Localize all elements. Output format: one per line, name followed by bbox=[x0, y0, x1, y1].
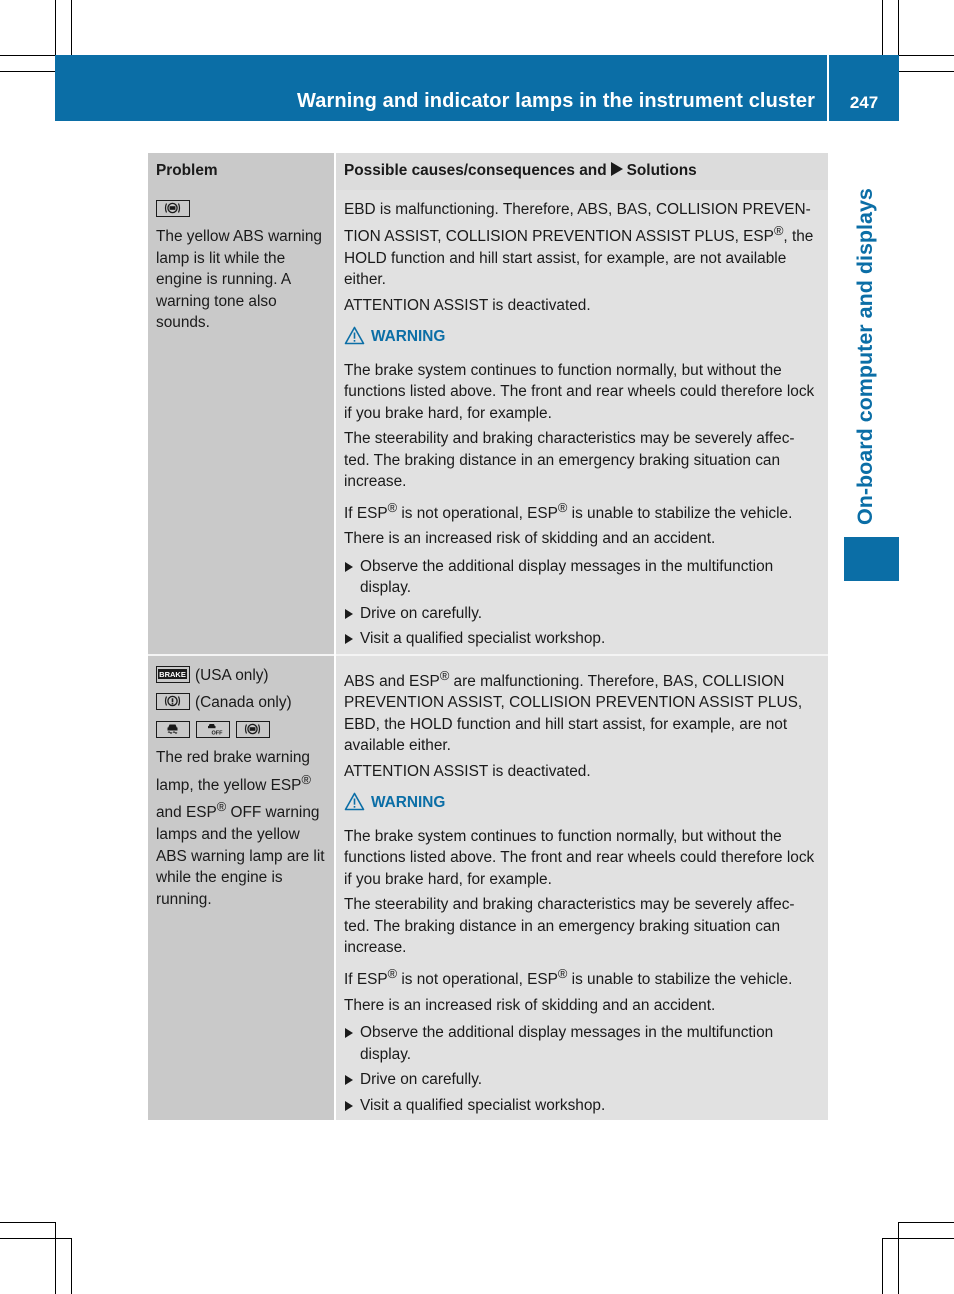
abs-icon bbox=[156, 200, 190, 217]
column-header-solutions-text: Possible causes/consequences and bbox=[344, 162, 607, 179]
crop-mark bbox=[55, 0, 56, 55]
esp-text: If ESP bbox=[344, 971, 388, 988]
header-bar bbox=[55, 55, 899, 121]
crop-mark bbox=[882, 0, 883, 55]
solution-cell bbox=[335, 190, 828, 655]
cause-paragraph bbox=[344, 665, 820, 757]
instruction-item bbox=[344, 603, 820, 625]
column-header-solutions-text: Solutions bbox=[626, 162, 697, 179]
registered-mark: ® bbox=[387, 965, 398, 981]
registered-mark: ® bbox=[301, 771, 311, 787]
crop-mark bbox=[0, 71, 55, 72]
section-tab-marker bbox=[844, 537, 899, 581]
problem-description bbox=[156, 747, 326, 910]
warning-paragraph: The brake system continues to function normally, but without the functions listed above. The front and rear wheels could therefore lock if you brake hard, for example. bbox=[344, 827, 815, 888]
crop-mark bbox=[0, 1222, 55, 1223]
registered-mark: ® bbox=[557, 965, 568, 981]
abs-icon bbox=[236, 721, 270, 738]
instruction-text: Observe the additional display messages in the multifunction display. bbox=[360, 557, 774, 597]
instruction-item bbox=[344, 1095, 820, 1117]
warning-triangle-icon bbox=[344, 326, 365, 352]
crop-mark bbox=[882, 1238, 954, 1239]
instruction-item bbox=[344, 556, 820, 599]
problem-description: The yellow ABS warning lamp is lit while the engine is running. A warning tone also sounds. bbox=[156, 228, 322, 331]
solution-cell bbox=[335, 655, 828, 1120]
cause-paragraph bbox=[344, 199, 820, 291]
warning-triangle-icon bbox=[344, 792, 365, 818]
canada-only-label: (Canada only) bbox=[195, 694, 292, 712]
bullet-arrow-icon bbox=[345, 1028, 353, 1038]
instruction-item bbox=[344, 1069, 820, 1091]
column-header-problem: Problem bbox=[148, 153, 335, 190]
esp-off-icon-text: OFF bbox=[211, 730, 223, 736]
instruction-text: Visit a qualified specialist workshop. bbox=[360, 630, 606, 648]
esp-icon bbox=[156, 721, 190, 738]
problem-cell bbox=[148, 655, 335, 1120]
cause-text: ABS and ESP bbox=[344, 672, 440, 690]
cause-text: , the HOLD function and hill start assist, for example, are not available either. bbox=[344, 228, 814, 289]
registered-mark: ® bbox=[557, 499, 568, 515]
brake-circle-icon bbox=[156, 693, 190, 710]
esp-text: is not operational, ESP bbox=[397, 504, 558, 522]
problem-text: The red brake warning lamp, the yellow ESP bbox=[156, 749, 310, 794]
bullet-arrow-icon bbox=[345, 1101, 353, 1111]
risk-paragraph: There is an increased risk of skidding and an accident. bbox=[344, 530, 716, 548]
lamp-icon-canada bbox=[156, 692, 326, 714]
registered-mark: ® bbox=[773, 223, 784, 238]
lamp-icon-usa bbox=[156, 665, 326, 687]
table-row bbox=[148, 190, 828, 655]
crop-mark bbox=[71, 0, 72, 55]
crop-mark bbox=[882, 1238, 883, 1294]
crop-mark bbox=[899, 55, 954, 56]
esp-text: is not operational, ESP bbox=[397, 971, 558, 988]
table-header-row bbox=[148, 153, 828, 190]
problem-text: and ESP bbox=[156, 804, 217, 822]
esp-text: If ESP bbox=[344, 504, 388, 522]
page-title: Warning and indicator lamps in the instrument cluster bbox=[297, 90, 815, 112]
section-side-label-text: On-board computer and displays bbox=[853, 188, 877, 525]
risk-paragraph: There is an increased risk of skidding and an accident. bbox=[344, 996, 716, 1014]
crop-mark bbox=[55, 1222, 56, 1294]
cause-text: EBD is malfunctioning. Therefore, ABS, BAS, COLLISION PREVEN-TION ASSIST, COLLISION PREVENTION ASSIST PLUS, ESP bbox=[344, 200, 811, 246]
registered-mark: ® bbox=[439, 667, 450, 683]
instruction-text: Drive on carefully. bbox=[360, 1071, 483, 1088]
warning-paragraph: The steerability and braking characteristics may be severely affec-ted. The braking distance in an emergency braking situation can increase. bbox=[344, 430, 795, 491]
brake-icon bbox=[156, 666, 190, 683]
warning-heading bbox=[344, 792, 820, 818]
registered-mark: ® bbox=[216, 799, 227, 815]
bullet-arrow-icon bbox=[345, 634, 353, 644]
bullet-arrow-icon bbox=[345, 609, 353, 619]
brake-icon-text: BRAKE bbox=[159, 669, 186, 679]
warning-lamps-table bbox=[148, 153, 828, 1120]
instruction-text: Visit a qualified specialist workshop. bbox=[360, 1096, 606, 1114]
warning-label: WARNING bbox=[371, 794, 446, 812]
crop-mark bbox=[899, 1222, 954, 1223]
solution-arrow-icon bbox=[611, 162, 623, 176]
problem-text: OFF warning lamps and the yellow ABS warning lamp are lit while the engine is running. bbox=[156, 804, 325, 908]
bullet-arrow-icon bbox=[345, 1075, 353, 1085]
esp-paragraph bbox=[344, 497, 820, 525]
warning-paragraph: The brake system continues to function normally, but without the functions listed above. The front and rear wheels could therefore lock if you brake hard, for example. bbox=[344, 361, 815, 422]
crop-mark bbox=[0, 1238, 71, 1239]
warning-heading bbox=[344, 326, 820, 352]
crop-mark bbox=[898, 0, 899, 55]
page-number: 247 bbox=[849, 93, 879, 112]
warning-label: WARNING bbox=[371, 328, 446, 346]
bullet-arrow-icon bbox=[345, 562, 353, 572]
instruction-text: Observe the additional display messages in the multifunction display. bbox=[360, 1024, 774, 1063]
usa-only-label: (USA only) bbox=[195, 666, 269, 684]
crop-mark bbox=[71, 1238, 72, 1294]
lamp-icons bbox=[156, 199, 326, 221]
warning-paragraph: The steerability and braking characteristics may be severely affec-ted. The braking distance in an emergency braking situation can increase. bbox=[344, 896, 795, 957]
attention-assist-note: ATTENTION ASSIST is deactivated. bbox=[344, 762, 591, 780]
instruction-item bbox=[344, 628, 820, 650]
instruction-text: Drive on carefully. bbox=[360, 604, 483, 622]
column-header-solutions bbox=[335, 153, 828, 190]
problem-cell bbox=[148, 190, 335, 655]
esp-text: is unable to stabilize the vehicle. bbox=[567, 971, 793, 988]
registered-mark: ® bbox=[387, 499, 398, 515]
esp-off-icon bbox=[196, 721, 230, 738]
esp-text: is unable to stabilize the vehicle. bbox=[567, 504, 793, 522]
esp-paragraph bbox=[344, 963, 820, 991]
instruction-item bbox=[344, 1022, 820, 1065]
cause-text: are malfunctioning. Therefore, BAS, COLLISION PREVENTION ASSIST, COLLISION PREVENTION ASSIST PLUS, EBD, the HOLD function and hill start assist, for example, are not available either. bbox=[344, 672, 803, 755]
attention-assist-note: ATTENTION ASSIST is deactivated. bbox=[344, 296, 591, 314]
table-row bbox=[148, 655, 828, 1120]
crop-mark bbox=[899, 71, 954, 72]
lamp-icons bbox=[156, 720, 326, 742]
crop-mark bbox=[0, 55, 55, 56]
crop-mark bbox=[898, 1222, 899, 1294]
